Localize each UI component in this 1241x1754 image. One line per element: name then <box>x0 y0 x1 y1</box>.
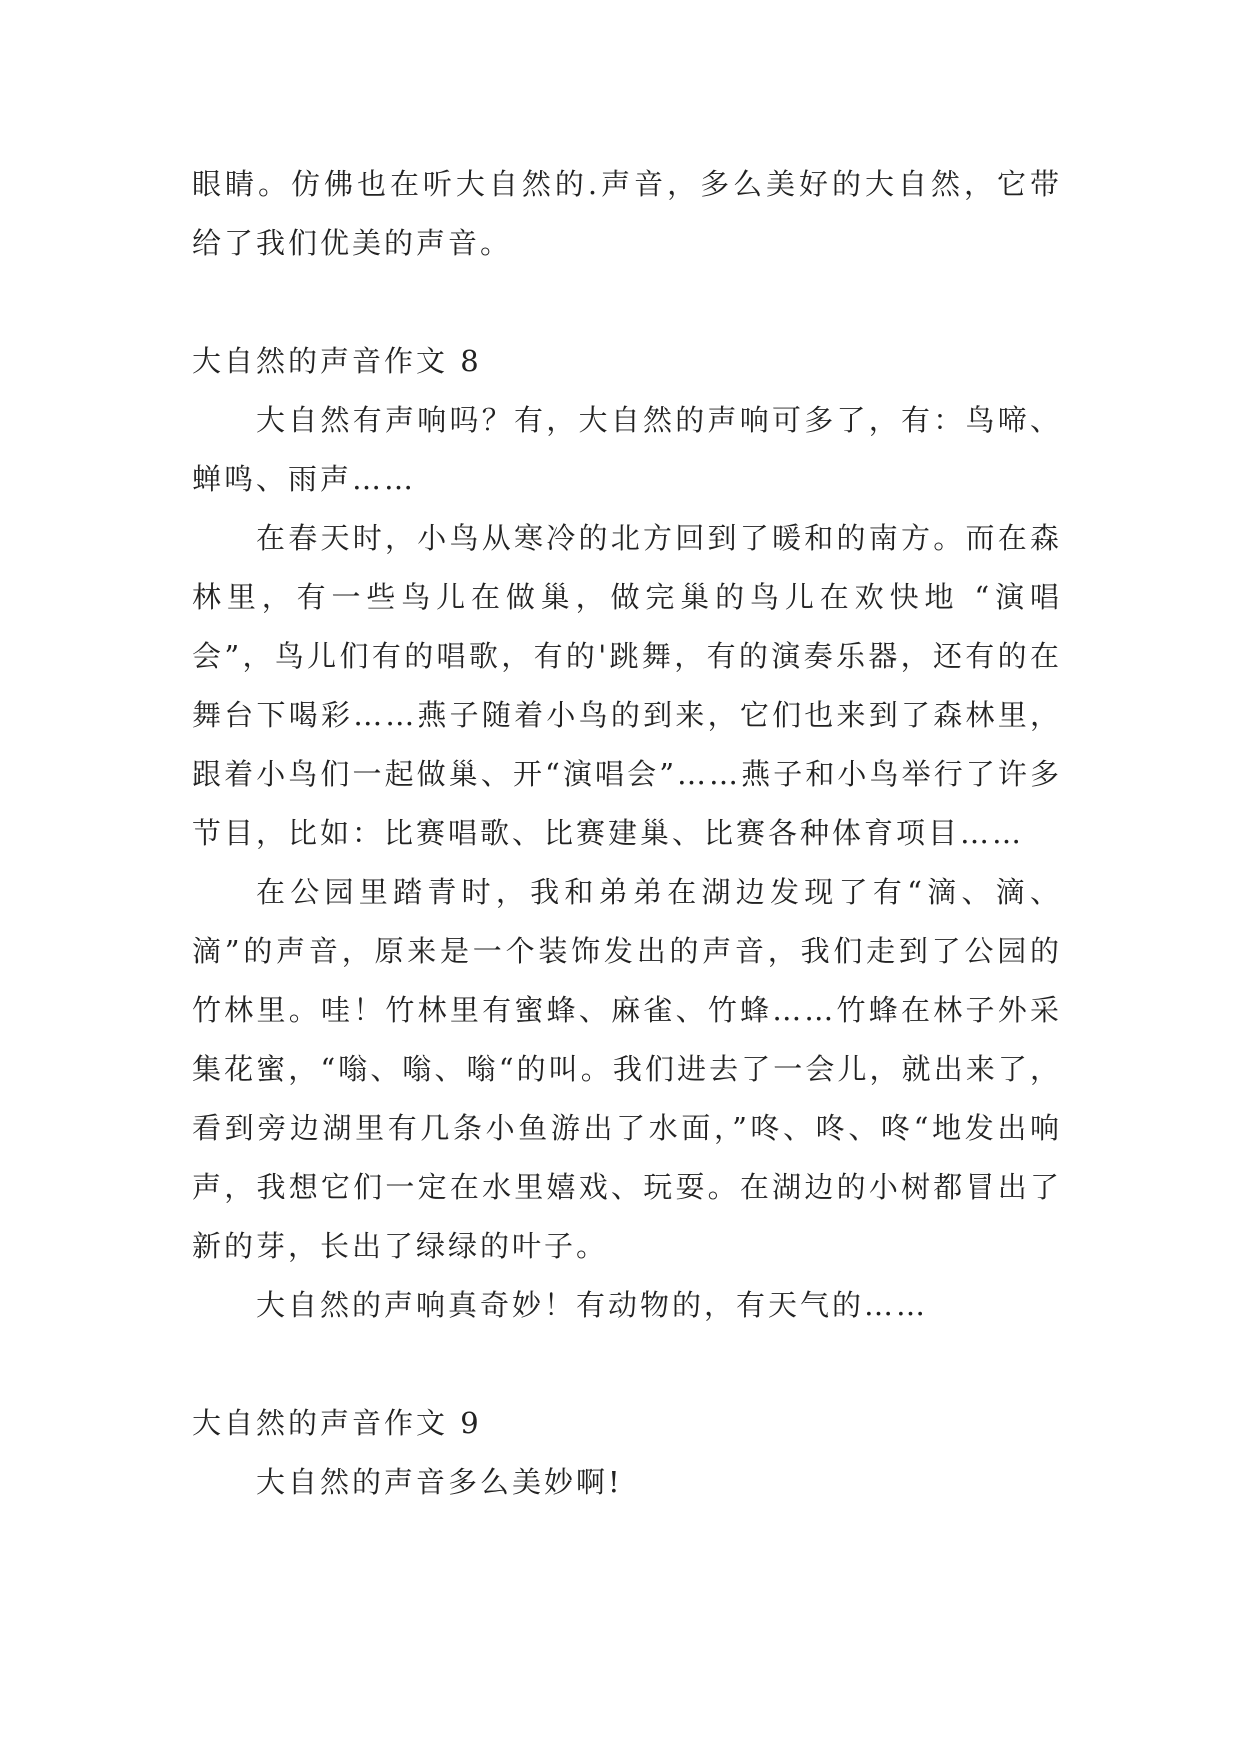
section-8-paragraph-4: 大自然的声响真奇妙！有动物的，有天气的…… <box>256 1288 929 1322</box>
section-9-title: 大自然的声音作文 9 <box>192 1406 482 1440</box>
section-8-title: 大自然的声音作文 8 <box>192 344 482 378</box>
section-9-paragraph-1: 大自然的声音多么美妙啊! <box>256 1465 623 1499</box>
intro-paragraph: 眼睛。仿佛也在听大自然的.声音，多么美好的大自然，它带给了我们优美的声音。 <box>192 167 1062 260</box>
section-gap <box>192 1335 1062 1394</box>
section-8-paragraph-2: 在春天时，小鸟从寒冷的北方回到了暖和的南方。而在森林里，有一些鸟儿在做巢，做完巢的鸟儿在欢快地 “演唱会”，鸟儿们有的唱歌，有的'跳舞，有的演奏乐器，还有的在舞台下喝彩……燕子随着小鸟的到来，它们也来到了森林里，跟着小鸟们一起做巢、开“演唱会”……燕子和小鸟举行了许多节目，比如：比赛唱歌、比赛建巢、比赛各种体育项目…… <box>192 521 1062 850</box>
section-8-paragraph-3: 在公园里踏青时，我和弟弟在湖边发现了有“滴、滴、滴”的声音，原来是一个装饰发出的声音，我们走到了公园的竹林里。哇！竹林里有蜜蜂、麻雀、竹蜂……竹蜂在林子外采集花蜜，“嗡、嗡、嗡“的叫。我们进去了一会儿，就出来了，看到旁边湖里有几条小鱼游出了水面，”咚、咚、咚“地发出响声，我想它们一定在水里嬉戏、玩耍。在湖边的小树都冒出了新的芽，长出了绿绿的叶子。 <box>192 875 1062 1263</box>
section-gap <box>192 273 1062 332</box>
document-body <box>192 155 1062 1512</box>
section-8-paragraph-1: 大自然有声响吗？有，大自然的声响可多了，有：鸟啼、蝉鸣、雨声…… <box>192 403 1062 496</box>
